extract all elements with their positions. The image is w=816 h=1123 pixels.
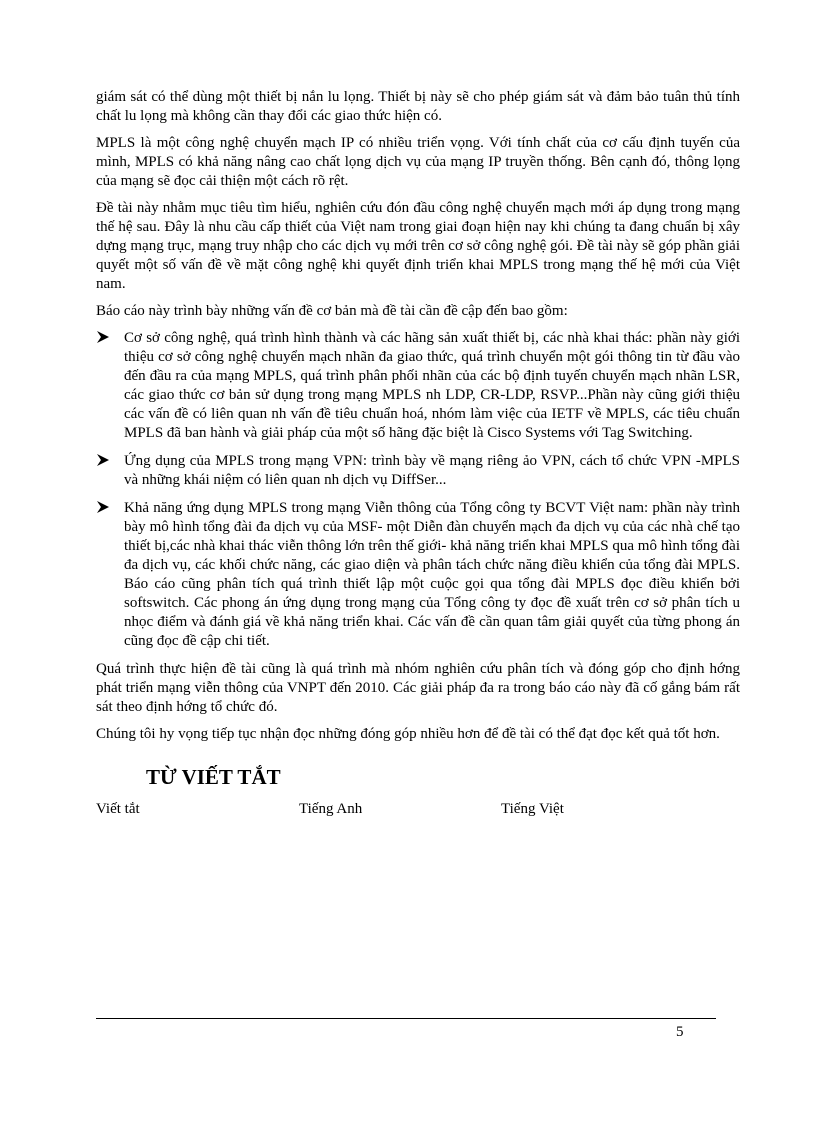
arrow-bullet-icon (96, 330, 110, 344)
page-number: 5 (676, 1024, 684, 1040)
column-header-vietnamese: Tiếng Việt (501, 801, 564, 817)
paragraph-project-goal: Đề tài này nhằm mục tiêu tìm hiểu, nghiên cứu đón đầu công nghệ chuyển mạch mới áp dụng trong mạng thế hệ sau. Đây là nhu cầu cấp thiết của Việt nam trong giai đoạn hiện nay khi chúng ta đang chuẩn bị xây dựng mạng trục, mạng truy nhập cho các dịch vụ mới trên cơ sở công nghệ gói. Đề tài này sẽ góp phần giải quyết một số vấn đề về mặt công nghệ khi quyết định triển khai MPLS trong mạng thế hệ mới của Việt nam. (96, 200, 740, 292)
column-header-abbreviation: Viết tắt (96, 801, 140, 817)
bullet-text: Cơ sở công nghệ, quá trình hình thành và các hãng sản xuất thiết bị, các nhà khai thác: phần này giới thiệu cơ sở công nghệ chuyển mạch nhãn đa giao thức, quá trình chuyển một gói thông tin từ đầu vào đến đầu ra của mạng MPLS, quá trình phân phối nhãn của các bộ định tuyến chuyển mạch nhãn LSR, các giao thức cơ bản sử dụng trong mạng MPLS nh LDP, CR-LDP, RSVP...Phần này cũng giới thiệu các vấn đề có liên quan nh vấn đề tiêu chuẩn hoá, nhóm làm việc của IETF về MPLS, các tiêu chuẩn MPLS đã ban hành và giải pháp của một số hãng đặc biệt là Cisco Systems với Tag Switching. (124, 330, 740, 441)
paragraph-mpls-intro: MPLS là một công nghệ chuyển mạch IP có nhiều triển vọng. Với tính chất của cơ cấu định tuyến của mình, MPLS có khả năng nâng cao chất lọng dịch vụ của mạng IP truyền thống. Bên cạnh đó, thông lọng của mạng sẽ đọc cải thiện một cách rõ rệt. (96, 135, 740, 189)
abbreviations-heading: TỪ VIẾT TẮT (146, 765, 281, 789)
footer-divider (96, 1018, 716, 1019)
bullet-text: Khả năng ứng dụng MPLS trong mạng Viễn thông của Tổng công ty BCVT Việt nam: phần này trình bày mô hình tổng đài đa dịch vụ của MSF- một Diễn đàn chuyển mạch đa dịch vụ của các nhà chế tạo thiết bị,các nhà khai thác viễn thông lớn trên thế giới- khả năng triển khai MPLS qua mô hình tổng đài đa dịch vụ, các khối chức năng, các giao diện và phân tách chức năng điều khiển của tổng đài MPLS. Báo cáo cũng phân tích quá trình thiết lập một cuộc gọi qua tổng đài MPLS đọc điều khiển bởi softswitch. Các phong án ứng dụng trong mạng của Tổng công ty đọc đề xuất trên cơ sở phân tích u nhọc điểm và đánh giá về khả năng triển khai. Các vấn đề cần quan tâm giải quyết của từng phong án cũng đọc đề cập chi tiết. (124, 500, 740, 649)
bullet-list (96, 329, 740, 651)
list-item (96, 329, 740, 443)
abbreviations-table-header (96, 800, 740, 822)
bullet-text: Ứng dụng của MPLS trong mạng VPN: trình bày về mạng riêng ảo VPN, cách tổ chức VPN -MPLS và những khái niệm có liên quan nh dịch vụ DiffSer... (124, 453, 740, 488)
document-page (96, 88, 740, 822)
paragraph-implementation: Quá trình thực hiện đề tài cũng là quá trình mà nhóm nghiên cứu phân tích và đóng góp cho định hớng phát triển mạng viễn thông của VNPT đến 2010. Các giải pháp đa ra trong báo cáo này đã cố gắng bám rất sát theo định hớng tổ chức đó. (96, 661, 740, 715)
paragraph-report-contents: Báo cáo này trình bày những vấn đề cơ bản mà đề tài cần đề cập đến bao gồm: (96, 303, 568, 319)
paragraph-monitoring: giám sát có thể dùng một thiết bị nắn lu lọng. Thiết bị này sẽ cho phép giám sát và đảm bảo tuân thủ tính chất lu lọng mà không cần thay đổi các giao thức hiện có. (96, 89, 740, 124)
arrow-bullet-icon (96, 500, 110, 514)
column-header-english: Tiếng Anh (299, 801, 363, 817)
arrow-bullet-icon (96, 453, 110, 467)
list-item (96, 499, 740, 651)
paragraph-closing: Chúng tôi hy vọng tiếp tục nhận đọc những đóng góp nhiều hơn để đề tài có thể đạt đọc kết quả tốt hơn. (96, 726, 720, 742)
list-item (96, 452, 740, 490)
